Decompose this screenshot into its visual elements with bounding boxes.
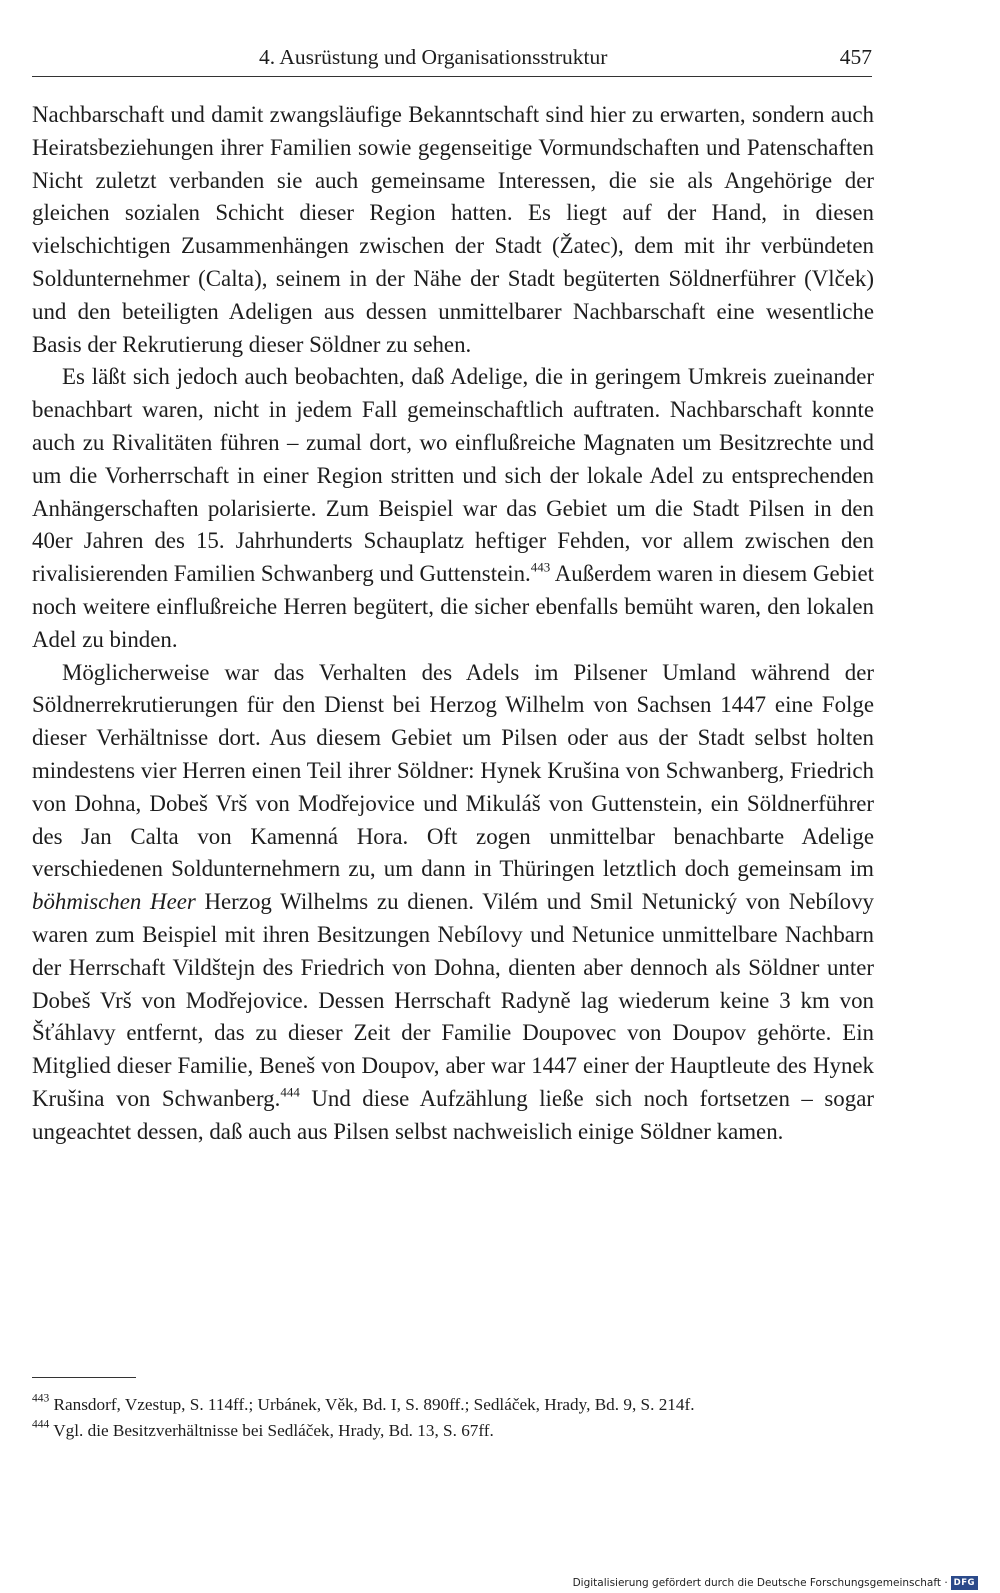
footnote-ref-444[interactable]: 444 xyxy=(280,1084,300,1100)
paragraph-3 xyxy=(32,657,874,1149)
paragraph-3-text-a: Möglicherweise war das Verhalten des Adels im Pilsener Umland während der Söldnerrekrutierungen für den Dienst bei Herzog Wilhelm von Sachsen 1447 eine Folge dieser Verhältnisse dort. Aus diesem Gebiet um Pilsen oder aus der Stadt selbst holten mindestens vier Herren einen Teil ihrer Söldner: Hynek Krušina von Schwanberg, Friedrich von Dohna, Dobeš Vrš von Modřejovice und Mikuláš von Guttenstein, ein Söldnerführer des Jan Calta von Kamenná Hora. Oft zogen unmittelbar benachbarte Adelige verschiedenen Soldunternehmern zu, um dann in Thüringen letztlich doch gemeinsam im xyxy=(32,659,874,882)
chapter-title: 4. Ausrüstung und Organisationsstruktur xyxy=(259,45,608,69)
running-header xyxy=(32,40,872,77)
footnote-443 xyxy=(32,1392,874,1418)
footnote-444 xyxy=(32,1418,874,1444)
paragraph-3-text-b: Herzog Wilhelms zu dienen. Vilém und Smil Netunický von Nebílovy waren zum Beispiel mit ihren Besitzungen Nebílovy und Netunice unmittelbare Nachbarn der Herrschaft Vildštejn des Friedrich von Dohna, dienten aber dennoch als Söldner unter Dobeš Vrš von Modřejovice. Dessen Herrschaft Radyně lag wiederum keine 3 km von Šťáhlavy entfernt, das zu dieser Zeit der Familie Doupovec von Doupov gehörte. Ein Mitglied dieser Familie, Beneš von Doupov, aber war 1447 einer der Hauptleute des Hynek Krušina von Schwanberg. xyxy=(32,889,874,1111)
dfg-logo: DFG xyxy=(951,1576,978,1590)
italic-term: böhmischen Heer xyxy=(32,889,196,915)
paragraph-3-text-c: Und diese Aufzählung ließe sich noch fortsetzen – sogar ungeachtet dessen, daß auch aus Pilsen selbst nachweislich einige Söldner kamen. xyxy=(32,1085,874,1144)
paragraph-2 xyxy=(32,361,874,656)
footnote-ref-443[interactable]: 443 xyxy=(530,559,551,575)
paragraph-2-text-a: Es läßt sich jedoch auch beobachten, daß Adelige, die in geringem Umkreis zueinander benachbart waren, nicht in jedem Fall gemeinschaftlich auftraten. Nachbarschaft konnte auch zu Rivalitäten führen – zumal dort, wo einflußreiche Magnaten um Besitzrechte und um die Vorherrschaft in einer Region stritten und sich der lokale Adel zu entsprechenden Anhängerschaften polarisierte. Zum Beispiel war das Gebiet um die Stadt Pilsen in den 40er Jahren des 15. Jahrhunderts Schauplatz heftiger Fehden, vor allem zwischen den rivalisierenden Familien Schwanberg und Guttenstein. xyxy=(32,364,874,587)
digitization-text: Digitalisierung gefördert durch die Deutsche Forschungsgemeinschaft · xyxy=(572,1577,948,1589)
footnote-text: Ransdorf, Vzestup, S. 114ff.; Urbánek, Věk, Bd. I, S. 890ff.; Sedláček, Hrady, Bd. 9, S. 214f. xyxy=(49,1395,695,1414)
footnotes xyxy=(32,1392,874,1444)
paragraph-1 xyxy=(32,99,874,361)
main-text xyxy=(32,99,874,1149)
paragraph-1-text: Nachbarschaft und damit zwangsläufige Bekanntschaft sind hier zu erwarten, sondern auch Heiratsbeziehungen ihrer Familien sowie gegenseitige Vormundschaften und Patenschaften Nicht zuletzt verbanden sie auch gemeinsame Interessen, die sie als Angehörige der gleichen sozialen Schicht dieser Region hatten. Es liegt auf der Hand, in diesen vielschichtigen Zusammenhängen zwischen der Stadt (Žatec), dem mit ihr verbündeten Soldunternehmer (Calta), seinem in der Nähe der Stadt begüterten Söldnerführer (Vlček) und den beteiligten Adeligen aus dessen unmittelbarer Nachbarschaft eine wesentliche Basis der Rekrutierung dieser Söldner zu sehen. xyxy=(32,102,874,357)
paragraph-2-text-b: Außerdem waren in diesem Gebiet noch weitere einflußreiche Herren begütert, die sicher ebenfalls bemüht waren, den lokalen Adel zu binden. xyxy=(32,561,874,652)
footnote-text: Vgl. die Besitzverhältnisse bei Sedláček, Hrady, Bd. 13, S. 67ff. xyxy=(49,1421,494,1440)
footnote-number: 443 xyxy=(32,1392,50,1405)
page-number: 457 xyxy=(839,45,872,69)
footnote-divider xyxy=(32,1377,136,1378)
footnote-number: 444 xyxy=(32,1418,50,1431)
digitization-notice xyxy=(573,1576,978,1590)
